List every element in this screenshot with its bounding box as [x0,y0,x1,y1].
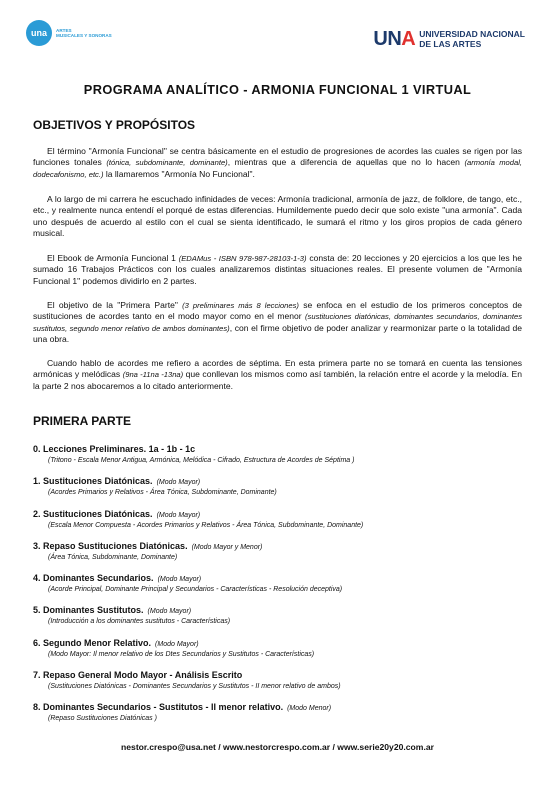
lesson-item-8: 8. Dominantes Secundarios - Sustitutos - II menor relativo. (Modo Menor) (Repaso Sustituciones Diatónicas ) [33,702,332,722]
objetivos-paragraph-1: El término "Armonía Funcional" se centra básicamente en el estudio de progresiones de acordes las cuales se rigen por las funciones tonales (tónica, subdominante, dominante), mientras que a diferencia de aquellas que no lo hacen (armonía modal, dodecafonismo, etc.) la llamaremos "Armonía No Funcional". [33,146,522,179]
una-circle-logo: una [26,20,52,46]
document-title: PROGRAMA ANALÍTICO - ARMONIA FUNCIONAL 1 VIRTUAL [83,82,472,97]
lesson-item-2: 2. Sustituciones Diatónicas. (Modo Mayor) (Escala Menor Compuesta - Acordes Primarios y Relativos - Área Tónica, Subdominante, Dominante) [33,509,364,529]
una-university-logo [373,28,525,51]
lesson-item-3: 3. Repaso Sustituciones Diatónicas. (Modo Mayor y Menor) (Área Tónica, Subdominante, Dominante) [33,541,263,561]
una-artes-musicales-logo [26,20,112,46]
lesson-item-6: 6. Segundo Menor Relativo. (Modo Mayor) (Modo Mayor: Il menor relativo de los Dtes Secundarios y Sustitutos - Características) [33,638,315,658]
objetivos-paragraph-5: Cuando hablo de acordes me refiero a acordes de séptima. En esta primera parte no se tomará en cuenta las tensiones armónicas y melódicas (9na -11na -13na) que conllevan los mismos como así también, la relación entre el acorde y la melodía. En la parte 2 nos abocaremos a lo citado anteriormente. [33,358,522,391]
logo-artes-label: ARTES [56,27,72,33]
objetivos-heading: OBJETIVOS Y PROPÓSITOS [33,118,196,132]
lesson-item-1: 1. Sustituciones Diatónicas. (Modo Mayor) (Acordes Primarios y Relativos - Área Tónica, Subdominante, Dominante) [33,476,277,496]
lesson-item-7: 7. Repaso General Modo Mayor - Análisis Escrito (Sustituciones Diatónicas - Dominantes Secundarios y Sustitutos - II menor relativo de ambos) [33,670,341,690]
primera-parte-heading: PRIMERA PARTE [33,414,132,428]
una-wordmark-a: A [401,28,416,50]
objetivos-paragraph-4: El objetivo de la "Primera Parte" (3 preliminares más 8 lecciones) se enfoca en el estudio de los primeros conceptos de sustituciones de acordes tanto en el modo mayor como en el menor (sustituciones diatónicas, dominantes secundarios, dominantes sustitutos, segundo menor relativo de ambos dominantes), con el firme objetivo de poder analizar y rearmonizar parte o la totalidad de una obra. [33,300,522,344]
objetivos-paragraph-3: El Ebook de Armonía Funcional 1 (EDAMus - ISBN 978-987-28103-1-3) consta de: 20 lecciones y 20 ejercicios a los que les he sumado 16 Trabajos Prácticos con los cuales analizaremos distintas situaciones reales. El presente volumen de "Armonía Funcional 1" podemos dividirlo en 2 partes. [33,253,522,286]
university-name-line1: UNIVERSIDAD NACIONAL [419,29,525,39]
footer-contact: nestor.crespo@usa.net / www.nestorcrespo.com.ar / www.serie20y20.com.ar [121,742,434,752]
lesson-item-0: 0. Lecciones Preliminares. 1a - 1b - 1c (Tritono - Escala Menor Antigua, Armónica, Melódica - Cifrado, Estructura de Acordes de Séptima ) [33,444,355,464]
lesson-item-5: 5. Dominantes Sustitutos. (Modo Mayor) (Introducción a los dominantes sustitutos - Características) [33,605,231,625]
logo-musicales-label: MUSICALES Y SONORAS [56,33,112,38]
objetivos-paragraph-2: A lo largo de mi carrera he escuchado infinidades de veces: Armonía tradicional, armonía de jazz, de folklore, de tango, etc., etc., y realmente nunca entendí el porqué de estas diferencias. Humildemente puedo decir que solo existe "una armonía". Cada uno después de acuerdo al estilo con el cual se sienta identificado, le sumará el ritmo y los giros propios de cada género musical. [33,194,522,238]
una-wordmark: UN [373,28,402,50]
university-name-line2: DE LAS ARTES [419,38,482,49]
page-header [26,20,525,60]
lesson-item-4: 4. Dominantes Secundarios. (Modo Mayor) (Acorde Principal, Dominante Principal y Secundarios - Características - Resolución deceptiva) [33,573,343,593]
